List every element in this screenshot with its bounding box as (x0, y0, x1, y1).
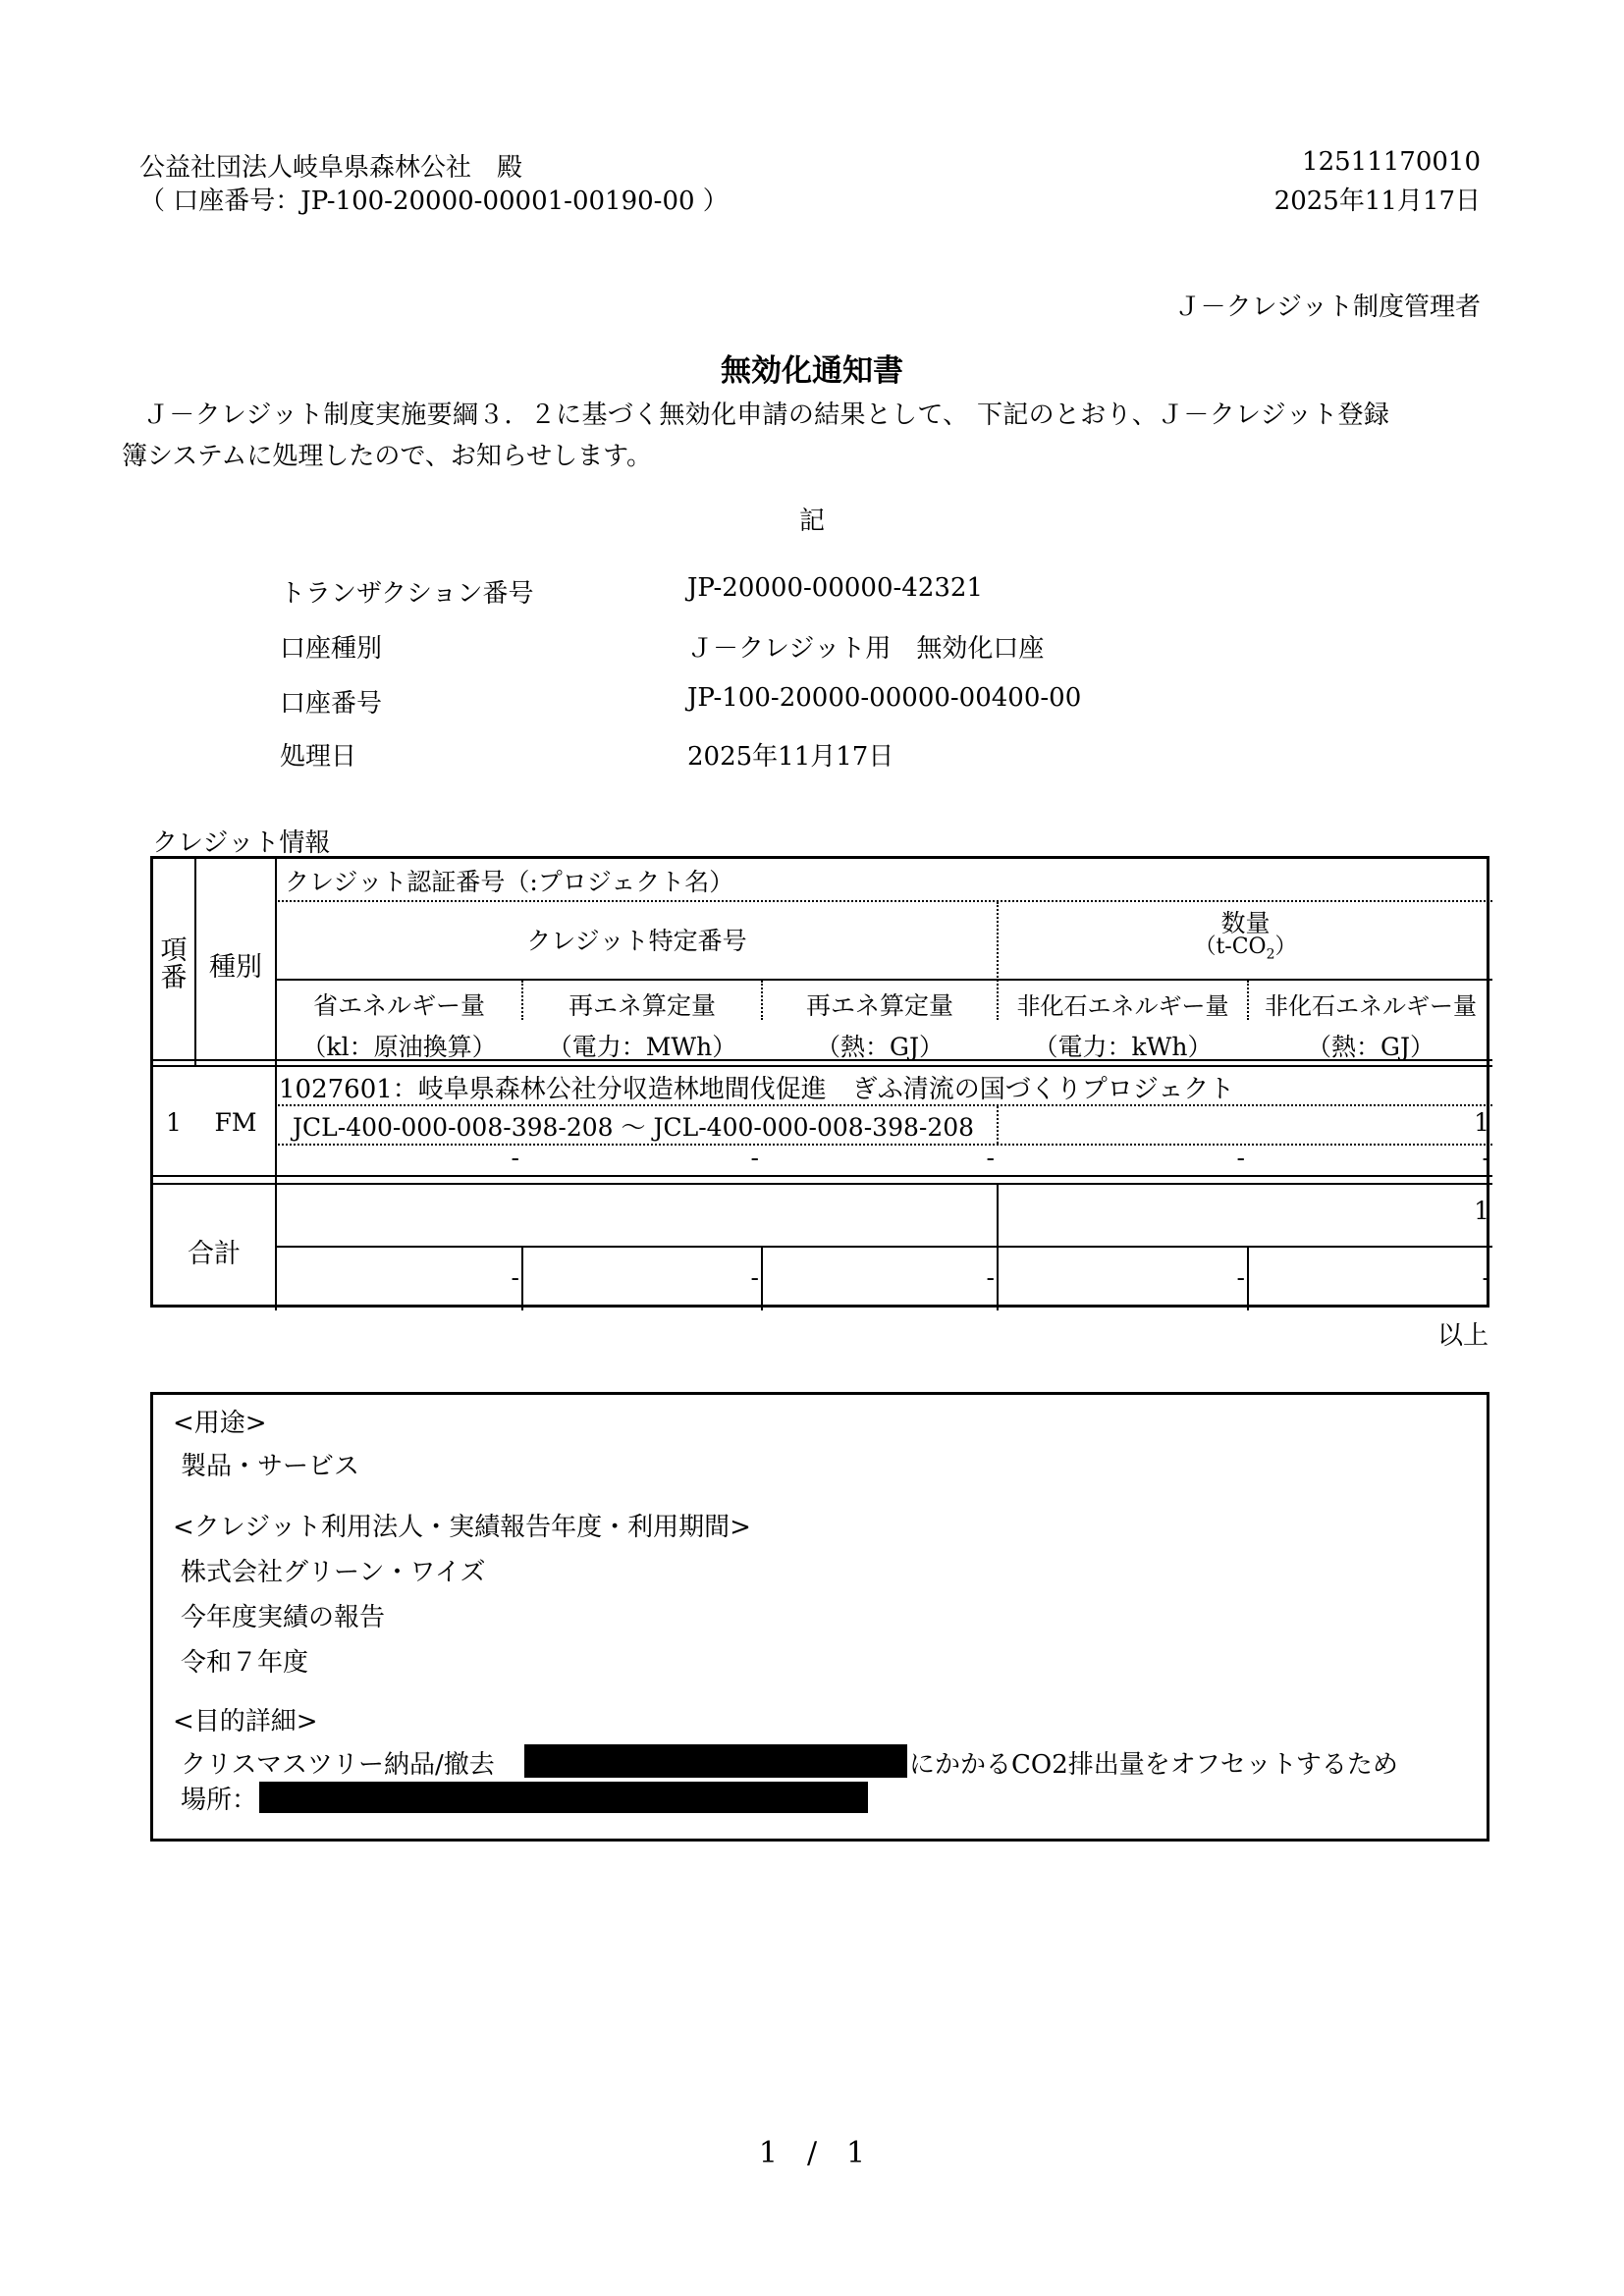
purpose-heading: <用途> (173, 1409, 267, 1438)
detail-suffix: にかかるCO2排出量をオフセットするため (909, 1750, 1398, 1780)
subcol-renewable-heat-unit: （熱：GJ） (816, 1033, 944, 1061)
credit-table (150, 856, 1489, 1308)
row-sub-value: - (986, 1144, 995, 1172)
total-sub-value: - (750, 1263, 759, 1292)
issuer: Ｊ－クレジット制度管理者 (1174, 293, 1481, 322)
col-cert: クレジット認証番号（:プロジェクト名） (285, 868, 734, 896)
recipient-account: （ 口座番号：JP-100-20000-00001-00190-00 ） (139, 187, 729, 216)
row-project: 1027601：岐阜県森林公社分収造林地間伐促進 ぎふ清流の国づくりプロジェクト (279, 1075, 1235, 1104)
redaction-block (524, 1744, 907, 1778)
recipient-name: 公益社団法人岐阜県森林公社 殿 (139, 153, 523, 183)
subcol-nonfossil-heat: 非化石エネルギー量 (1265, 992, 1477, 1020)
document-title: 無効化通知書 (721, 353, 903, 389)
row-sub-value: - (511, 1144, 519, 1172)
row-sub-value: - (1236, 1144, 1245, 1172)
detail-prefix: クリスマスツリー納品/撤去 (181, 1750, 495, 1780)
subcol-renewable-heat: 再エネ算定量 (805, 991, 953, 1020)
credit-info-label: クレジット情報 (152, 828, 331, 858)
subcol-energy-saving: 省エネルギー量 (312, 991, 485, 1020)
report-type: 今年度実績の報告 (181, 1603, 386, 1632)
detail-label-account-number: 口座番号 (280, 689, 383, 719)
detail-value-account-number: JP-100-20000-00000-00400-00 (687, 683, 1082, 713)
total-sub-value: - (1236, 1263, 1245, 1292)
intro-line-2: 簿システムに処理したので、お知らせします。 (122, 442, 653, 471)
ki-mark: 記 (798, 507, 825, 536)
row-item-no: 1 (166, 1108, 182, 1137)
total-sub-value: - (511, 1263, 519, 1292)
total-qty: 1 (1474, 1197, 1489, 1225)
subcol-nonfossil-power: 非化石エネルギー量 (1016, 992, 1229, 1020)
closing-mark: 以上 (1436, 1321, 1489, 1351)
report-year: 令和７年度 (181, 1648, 309, 1678)
row-qty: 1 (1474, 1108, 1489, 1137)
detail-value-account-type: Ｊ－クレジット用 無効化口座 (687, 634, 1045, 664)
total-sub-value: - (986, 1263, 995, 1292)
detail-value-transaction: JP-20000-00000-42321 (687, 573, 983, 603)
document-number: 12511170010 (1302, 147, 1481, 177)
user-heading: <クレジット利用法人・実績報告年度・利用期間> (173, 1513, 751, 1542)
detail-label-processing-date: 処理日 (280, 742, 357, 772)
row-type: FM (214, 1108, 257, 1137)
col-type: 種別 (209, 952, 262, 983)
subcol-renewable-power: 再エネ算定量 (568, 991, 716, 1020)
purpose-value: 製品・サービス (181, 1452, 360, 1481)
subcol-nonfossil-heat-unit: （熱：GJ） (1307, 1033, 1435, 1061)
row-serial: JCL-400-000-008-398-208 ～ JCL-400-000-008-398-208 (293, 1113, 975, 1142)
row-sub-value: - (750, 1144, 759, 1172)
detail-heading: <目的詳細> (173, 1707, 318, 1736)
redaction-block (259, 1782, 868, 1813)
col-item-no: 項番 (160, 935, 188, 993)
company-name: 株式会社グリーン・ワイズ (181, 1558, 486, 1587)
col-qty-label: 数量 (1220, 909, 1271, 937)
detail-label-account-type: 口座種別 (280, 634, 383, 664)
detail-label-transaction: トランザクション番号 (280, 579, 534, 609)
subcol-renewable-power-unit: （電力：MWh） (547, 1033, 737, 1061)
total-sub-value: - (1482, 1263, 1490, 1292)
intro-line-1: Ｊ－クレジット制度実施要綱３．２に基づく無効化申請の結果として、 下記のとおり、Ｊ－クレジット登録 (143, 400, 1390, 430)
col-serial: クレジット特定番号 (526, 927, 747, 955)
subcol-nonfossil-power-unit: （電力：kWh） (1033, 1033, 1213, 1061)
page-number: 1 / 1 (758, 2136, 866, 2170)
total-label: 合計 (188, 1239, 241, 1269)
issue-date: 2025年11月17日 (1273, 187, 1481, 216)
usage-box (150, 1392, 1489, 1842)
col-qty-unit: $(t-CO_2)$ (1194, 934, 1297, 963)
subcol-energy-saving-unit: （kl：原油換算） (301, 1033, 497, 1061)
place-label: 場所： (181, 1786, 258, 1815)
col-qty (999, 909, 1492, 966)
row-sub-value: - (1482, 1144, 1490, 1172)
detail-value-processing-date: 2025年11月17日 (687, 742, 894, 772)
